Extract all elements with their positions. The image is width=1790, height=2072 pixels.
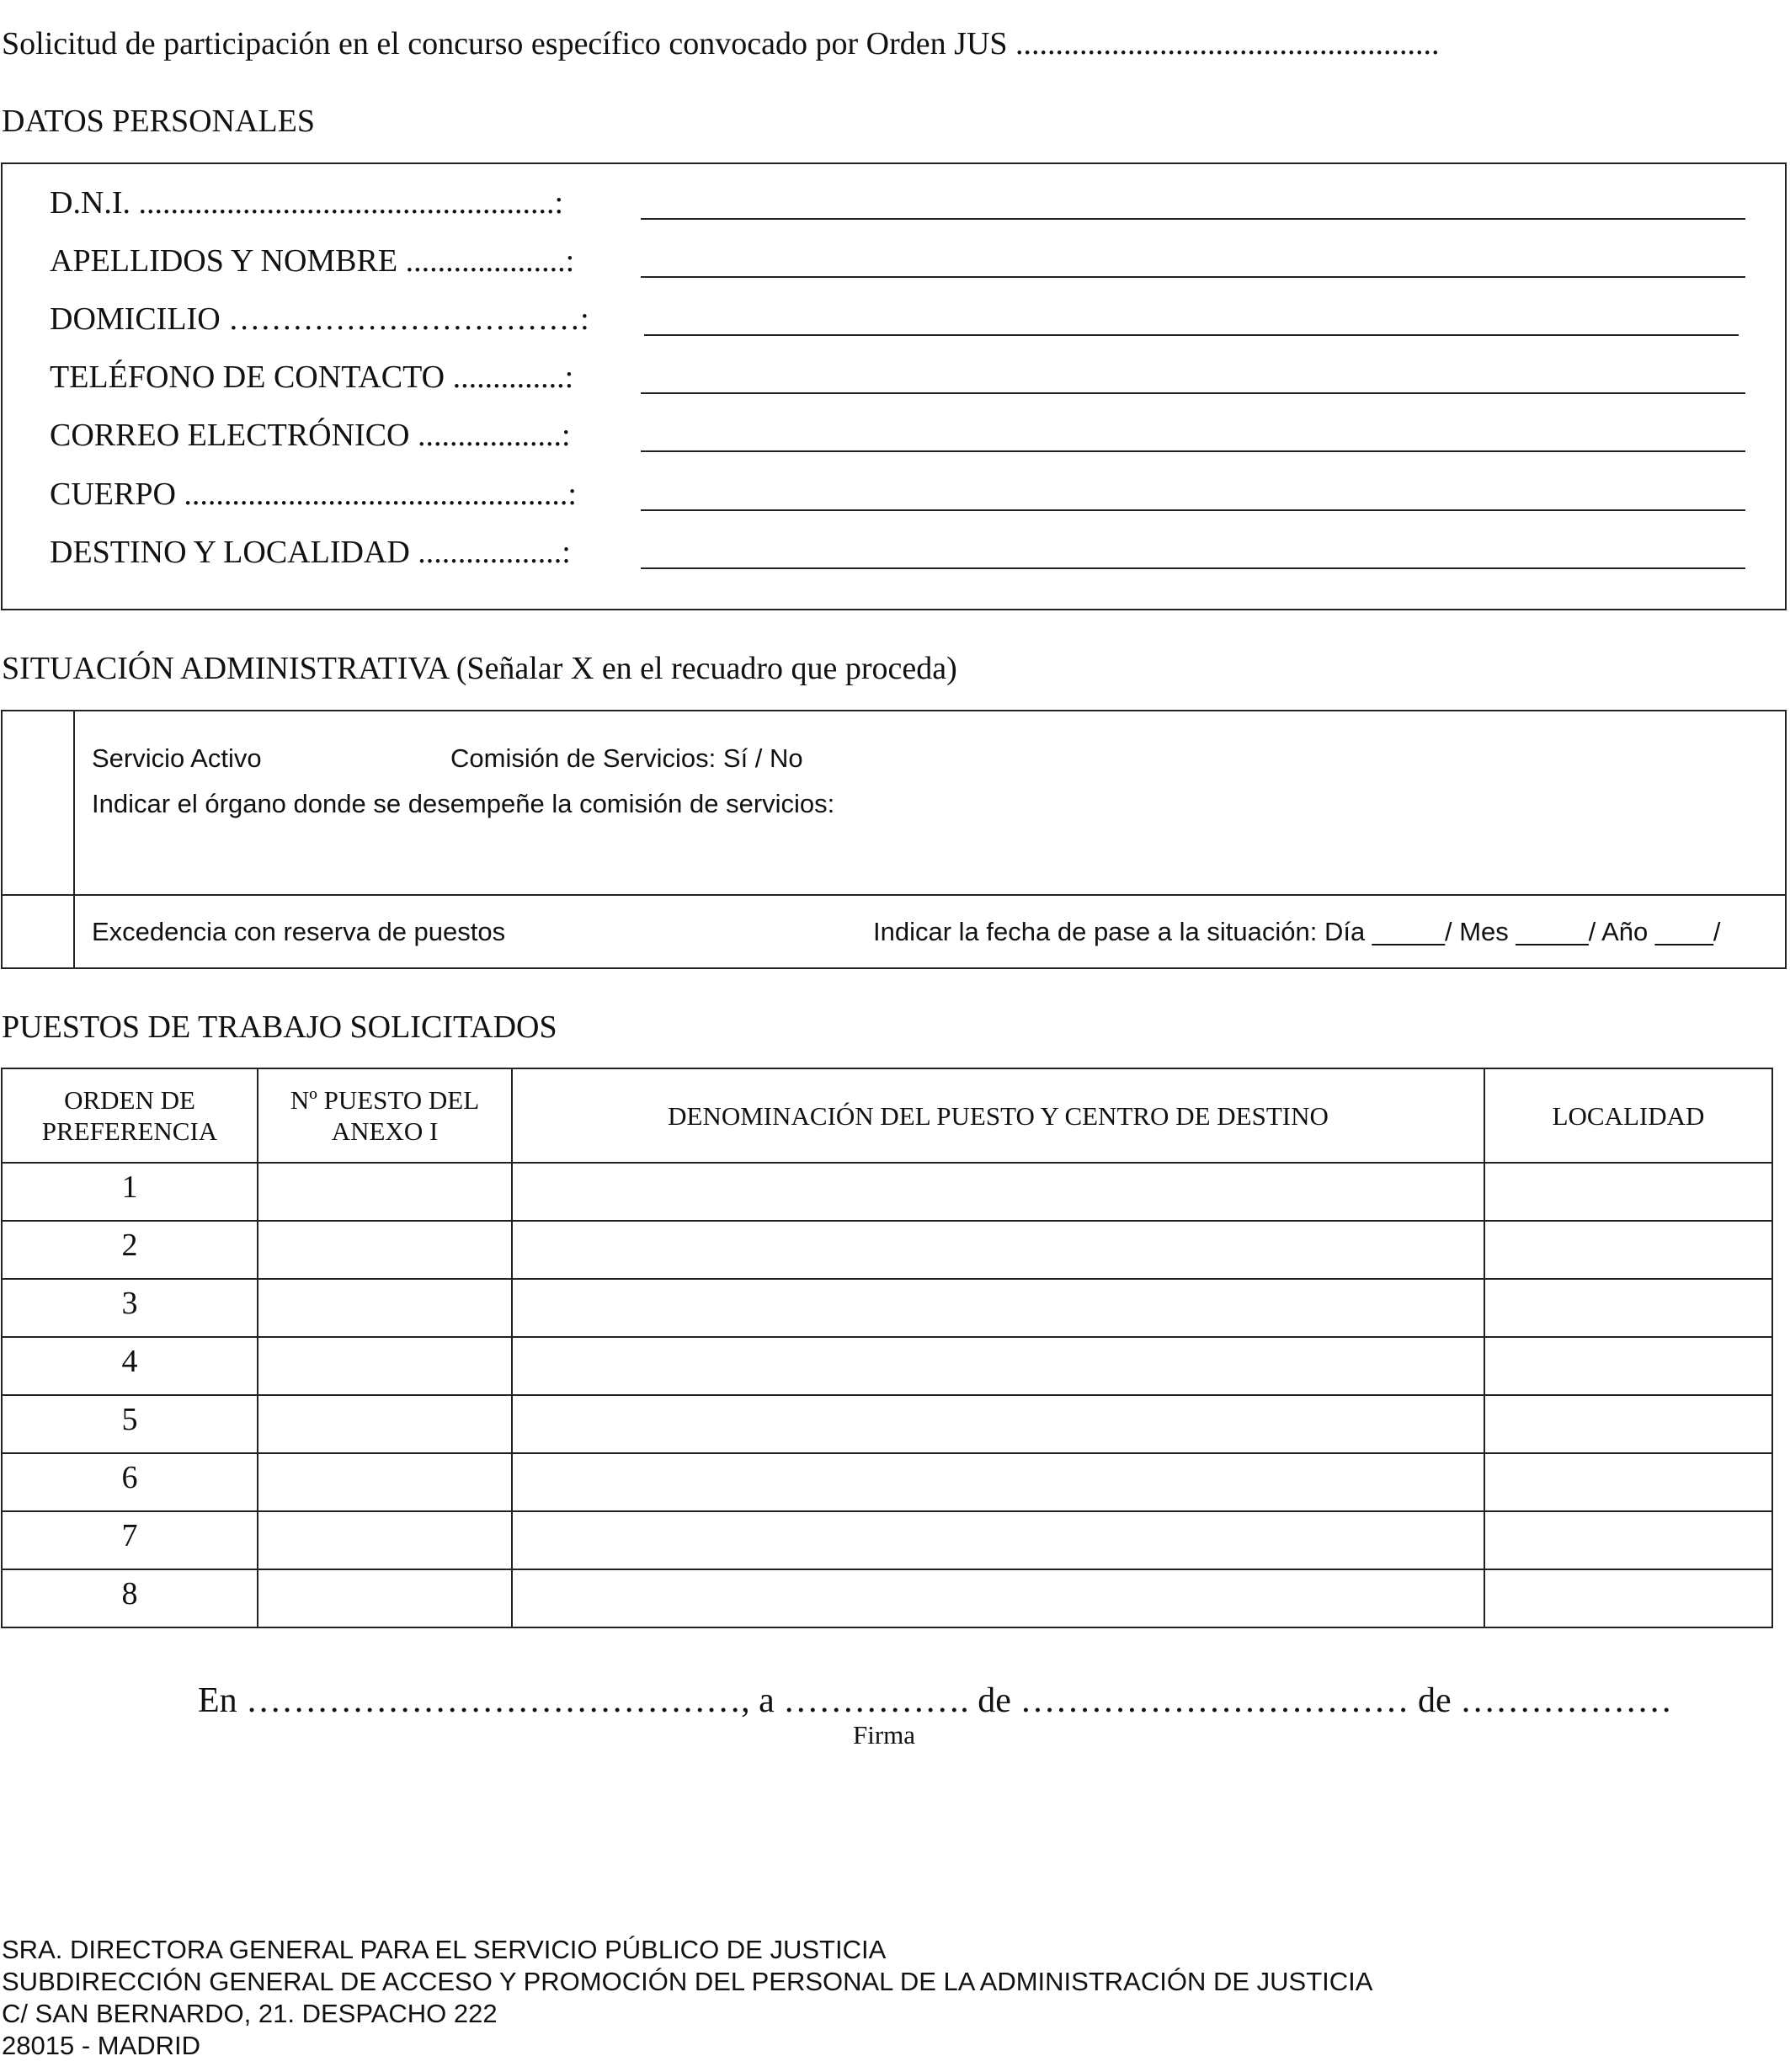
dni-label: D.N.I. ....................................................:	[50, 185, 564, 221]
locality-cell[interactable]	[1484, 1221, 1772, 1279]
row-divider	[3, 894, 1785, 896]
personal-data-heading: DATOS PERSONALES	[2, 104, 315, 139]
leave-date-label: Indicar la fecha de pase a la situación: Día _____/ Mes _____/ Año ____/	[873, 917, 1721, 946]
leave-checkbox[interactable]	[3, 896, 73, 969]
jobs-table	[1, 1068, 1773, 1628]
email-label: CORREO ELECTRÓNICO ..................:	[50, 418, 571, 453]
name-column-header: DENOMINACIÓN DEL PUESTO Y CENTRO DE DESTINO	[512, 1068, 1484, 1163]
personal-data-box	[1, 162, 1787, 610]
checkbox-column-divider	[73, 711, 75, 967]
active-service-checkbox[interactable]	[3, 711, 73, 894]
signature-label: Firma	[853, 1720, 916, 1750]
order-cell	[2, 1221, 258, 1279]
active-service-label: Servicio Activo	[92, 743, 262, 773]
locality-column-header: LOCALIDAD	[1484, 1068, 1772, 1163]
locality-cell[interactable]	[1484, 1337, 1772, 1395]
commission-organ-label: Indicar el órgano donde se desempeñe la comisión de servicios:	[92, 789, 835, 818]
order-cell	[2, 1511, 258, 1569]
order-number: 7	[121, 1518, 138, 1553]
post-name-cell[interactable]	[512, 1221, 1484, 1279]
jobs-table-header	[2, 1068, 1772, 1163]
post-number-cell[interactable]	[258, 1453, 512, 1511]
name-label: APELLIDOS Y NOMBRE ....................:	[50, 243, 575, 279]
order-number: 3	[121, 1286, 138, 1321]
post-number-cell[interactable]	[258, 1221, 512, 1279]
order-cell	[2, 1279, 258, 1337]
locality-cell[interactable]	[1484, 1279, 1772, 1337]
post-name-cell[interactable]	[512, 1569, 1484, 1627]
leave-label: Excedencia con reserva de puestos	[92, 917, 506, 946]
post-name-cell[interactable]	[512, 1511, 1484, 1569]
post-number-cell[interactable]	[258, 1511, 512, 1569]
post-name-cell[interactable]	[512, 1163, 1484, 1221]
order-number: 2	[121, 1228, 138, 1263]
table-row	[2, 1221, 1772, 1279]
admin-situation-box	[1, 710, 1787, 969]
table-row	[2, 1395, 1772, 1453]
destination-label: DESTINO Y LOCALIDAD ..................:	[50, 535, 571, 570]
dni-field[interactable]	[641, 218, 1745, 220]
number-header-line1: Nº PUESTO DEL	[290, 1085, 480, 1115]
admin-situation-heading: SITUACIÓN ADMINISTRATIVA (Señalar X en el recuadro que proceda)	[2, 651, 957, 686]
locality-cell[interactable]	[1484, 1395, 1772, 1453]
order-cell	[2, 1163, 258, 1221]
order-number: 5	[121, 1402, 138, 1437]
post-number-cell[interactable]	[258, 1337, 512, 1395]
phone-field[interactable]	[641, 392, 1745, 394]
post-name-cell[interactable]	[512, 1279, 1484, 1337]
destination-field[interactable]	[641, 567, 1745, 569]
locality-cell[interactable]	[1484, 1569, 1772, 1627]
locality-cell[interactable]	[1484, 1163, 1772, 1221]
email-field[interactable]	[641, 450, 1745, 452]
jobs-heading: PUESTOS DE TRABAJO SOLICITADOS	[2, 1009, 557, 1045]
order-cell	[2, 1395, 258, 1453]
form-title: Solicitud de participación en el concurso específico convocado por Orden JUS .....................................................	[2, 26, 1440, 61]
commission-label: Comisión de Servicios: Sí / No	[450, 743, 803, 773]
recipient-line-4: 28015 - MADRID	[2, 2031, 201, 2060]
post-number-cell[interactable]	[258, 1163, 512, 1221]
name-field[interactable]	[641, 276, 1745, 278]
table-row	[2, 1279, 1772, 1337]
table-row	[2, 1453, 1772, 1511]
post-number-cell[interactable]	[258, 1279, 512, 1337]
order-header-line2: PREFERENCIA	[41, 1116, 218, 1146]
locality-cell[interactable]	[1484, 1511, 1772, 1569]
phone-label: TELÉFONO DE CONTACTO ..............:	[50, 360, 574, 395]
address-field[interactable]	[644, 334, 1739, 336]
recipient-line-2: SUBDIRECCIÓN GENERAL DE ACCESO Y PROMOCIÓN DEL PERSONAL DE LA ADMINISTRACIÓN DE JUSTICIA	[2, 1967, 1373, 1996]
corps-field[interactable]	[641, 509, 1745, 511]
recipient-line-1: SRA. DIRECTORA GENERAL PARA EL SERVICIO PÚBLICO DE JUSTICIA	[2, 1935, 887, 1964]
order-column-header	[2, 1068, 258, 1163]
order-number: 1	[121, 1169, 138, 1205]
order-cell	[2, 1453, 258, 1511]
order-number: 8	[121, 1576, 138, 1611]
post-name-cell[interactable]	[512, 1453, 1484, 1511]
table-row	[2, 1569, 1772, 1627]
post-number-cell[interactable]	[258, 1395, 512, 1453]
post-name-cell[interactable]	[512, 1395, 1484, 1453]
post-number-cell[interactable]	[258, 1569, 512, 1627]
table-row	[2, 1337, 1772, 1395]
number-header-line2: ANEXO I	[331, 1116, 439, 1146]
order-header-line1: ORDEN DE	[64, 1085, 195, 1115]
address-label: DOMICILIO ……………………………:	[50, 301, 589, 337]
number-column-header	[258, 1068, 512, 1163]
table-row	[2, 1511, 1772, 1569]
order-number: 4	[121, 1344, 138, 1379]
corps-label: CUERPO ................................................:	[50, 477, 577, 512]
order-cell	[2, 1569, 258, 1627]
post-name-cell[interactable]	[512, 1337, 1484, 1395]
table-row	[2, 1163, 1772, 1221]
order-number: 6	[121, 1460, 138, 1495]
order-cell	[2, 1337, 258, 1395]
locality-cell[interactable]	[1484, 1453, 1772, 1511]
place-date-line[interactable]: En ……………………………………, a ……………. de …………………………… de ………………	[198, 1681, 1673, 1720]
recipient-line-3: C/ SAN BERNARDO, 21. DESPACHO 222	[2, 1999, 498, 2028]
